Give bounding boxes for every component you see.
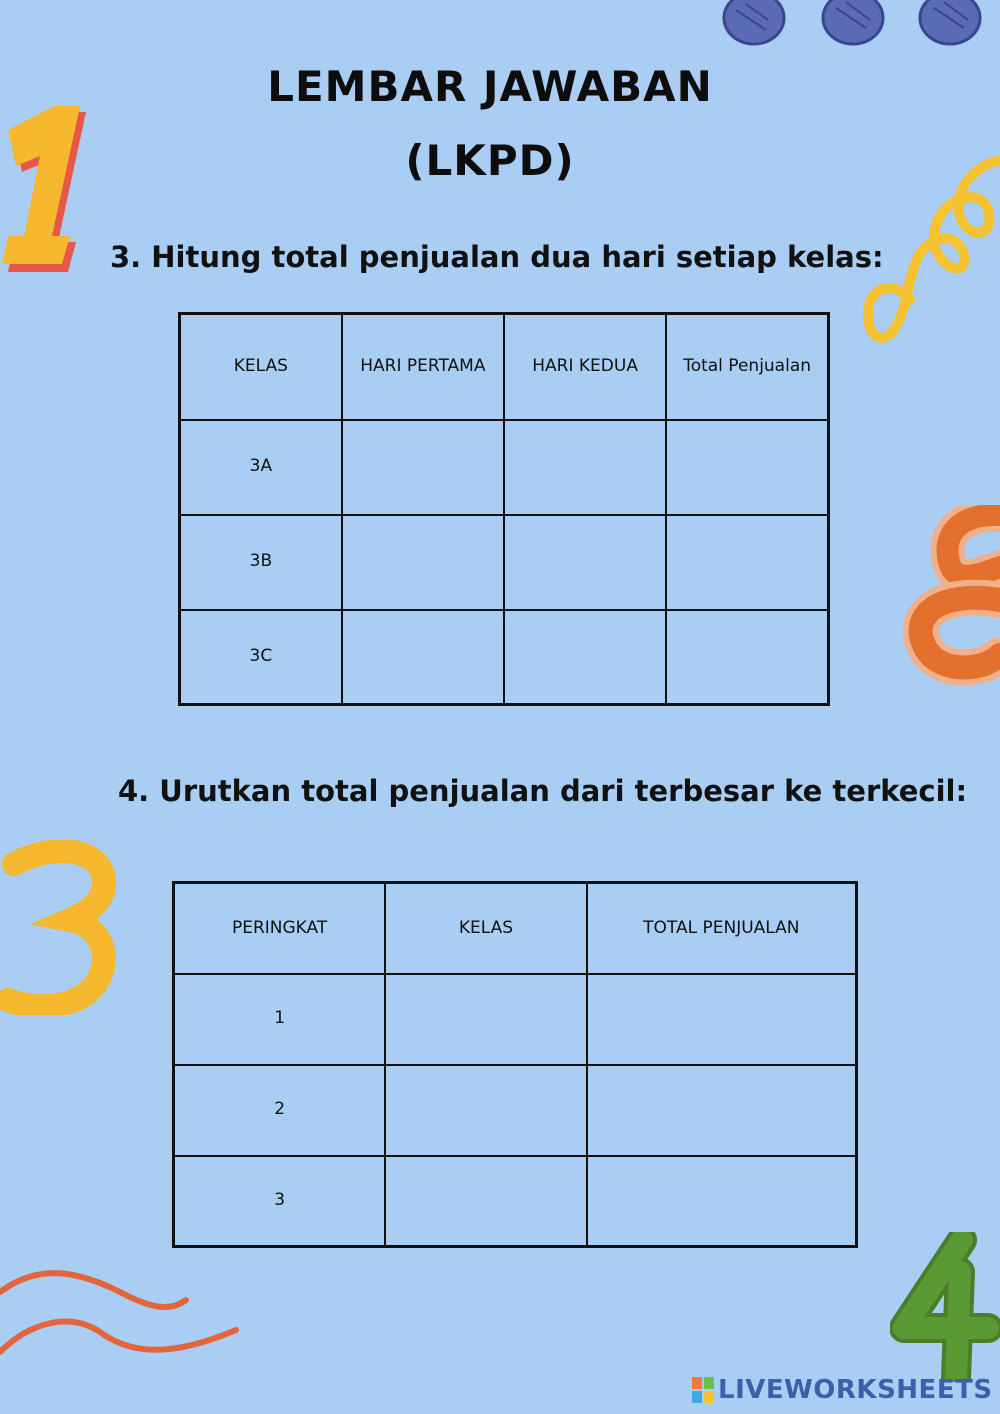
table-header-row [180,314,829,420]
ranking-table [172,881,858,1248]
row-label-3b: 3B [180,515,342,610]
row-label-3a: 3A [180,420,342,515]
answer-cell[interactable] [504,515,666,610]
answer-cell[interactable] [504,610,666,705]
header-kelas: KELAS [180,314,342,420]
table-row [174,974,857,1065]
rank-label-2: 2 [174,1065,386,1156]
sales-total-table [178,312,830,706]
table-row [180,420,829,515]
digit-three-decoration [0,840,120,1015]
answer-cell[interactable] [342,515,504,610]
header-total-penjualan: Total Penjualan [666,314,828,420]
answer-cell[interactable] [342,420,504,515]
header-hari-pertama: HARI PERTAMA [342,314,504,420]
header-hari-kedua: HARI KEDUA [504,314,666,420]
answer-cell[interactable] [385,1065,586,1156]
digit-two-decoration [900,505,1000,690]
question-3-text: 3. Hitung total penjualan dua hari setiap kelas: [110,240,884,274]
question-4-text: 4. Urutkan total penjualan dari terbesar ke terkecil: [118,774,968,808]
row-label-3c: 3C [180,610,342,705]
answer-cell[interactable] [587,974,857,1065]
answer-cell[interactable] [504,420,666,515]
answer-cell[interactable] [385,974,586,1065]
wave-decoration [0,1262,240,1372]
digit-four-decoration [890,1232,1000,1382]
table-row [174,1156,857,1247]
table-row [180,515,829,610]
page-title: LEMBAR JAWABAN [267,62,713,111]
answer-cell[interactable] [666,420,828,515]
answer-cell[interactable] [587,1156,857,1247]
dots-decoration [716,0,1000,50]
digit-one-decoration [0,100,100,275]
table-row [180,610,829,705]
header-peringkat: PERINGKAT [174,883,386,974]
liveworksheets-logo [692,1374,993,1406]
rank-label-3: 3 [174,1156,386,1247]
rank-label-1: 1 [174,974,386,1065]
answer-cell[interactable] [666,610,828,705]
header-total-penjualan: TOTAL PENJUALAN [587,883,857,974]
page-subtitle: (LKPD) [405,136,575,185]
answer-cell[interactable] [342,610,504,705]
table-header-row [174,883,857,974]
header-kelas: KELAS [385,883,586,974]
answer-cell[interactable] [666,515,828,610]
answer-cell[interactable] [385,1156,586,1247]
answer-cell[interactable] [587,1065,857,1156]
liveworksheets-icon [692,1377,714,1403]
liveworksheets-label: LIVEWORKSHEETS [718,1375,993,1405]
table-row [174,1065,857,1156]
